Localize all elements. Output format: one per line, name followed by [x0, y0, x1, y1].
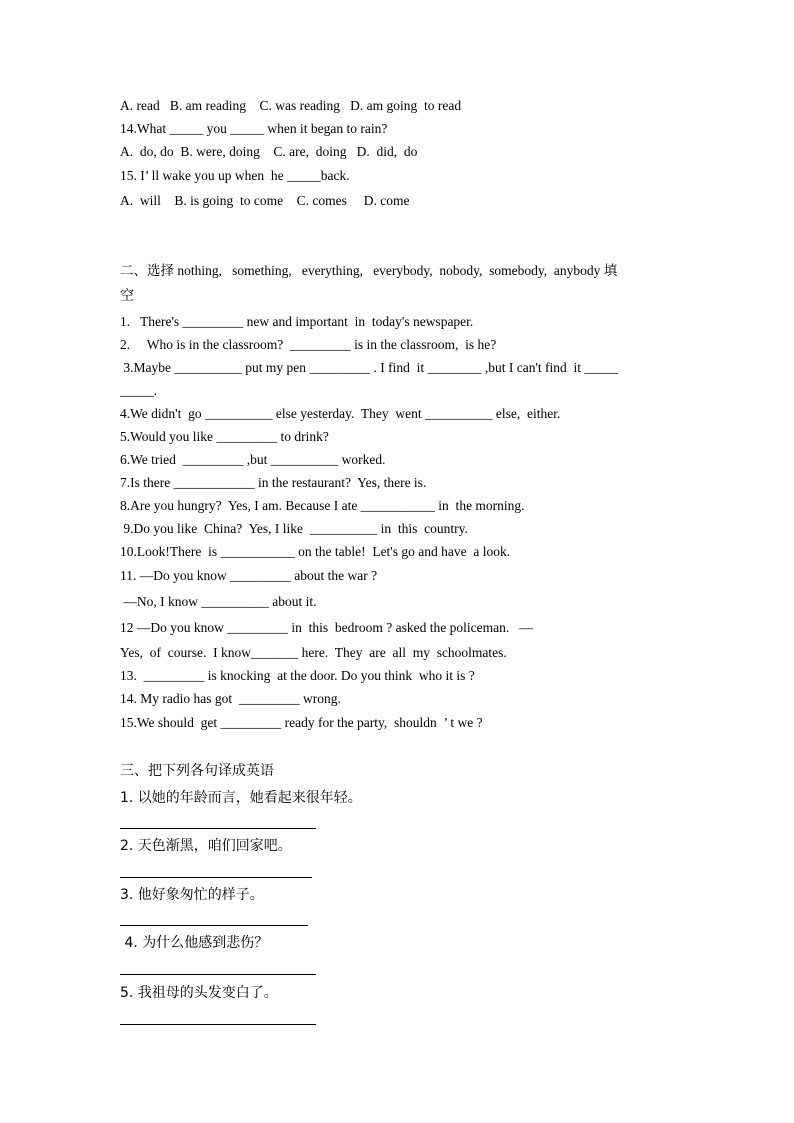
s2-q12-cont: Yes, of course. I know_______ here. They are all my schoolmates.: [120, 645, 507, 660]
s3-q3-answer-line: [120, 925, 308, 926]
s2-q2: 2. Who is in the classroom? _________ is in the classroom, is he?: [120, 337, 497, 352]
s3-q4: 4. 为什么他感到悲伤？: [120, 935, 269, 951]
s3-q4-answer-line: [120, 974, 316, 975]
s3-q5: 5. 我祖母的头发变白了。: [120, 985, 278, 1001]
q14-question: 14.What _____ you _____ when it began to rain?: [120, 121, 388, 136]
s2-q13: 13. _________ is knocking at the door. Do you think who it is ?: [120, 668, 475, 683]
q13-options: A. read B. am reading C. was reading D. am going to read: [120, 98, 462, 113]
s2-q6: 6.We tried _________ ,but __________ worked.: [120, 452, 386, 467]
s3-q3: 3. 他好象匆忙的样子。: [120, 887, 264, 903]
s3-q1: 1. 以她的年龄而言，她看起来很年轻。: [120, 790, 362, 806]
s2-q7: 7.Is there ____________ in the restaurant? Yes, there is.: [120, 475, 427, 490]
s2-q14: 14. My radio has got _________ wrong.: [120, 691, 341, 706]
s2-q11: 11. —Do you know _________ about the war ?: [120, 568, 378, 583]
s2-q5: 5.Would you like _________ to drink?: [120, 429, 329, 444]
section2-heading-cont: 空: [120, 288, 134, 304]
section2-heading: 二、选择 nothing, something, everything, everybody, nobody, somebody, anybody 填: [120, 263, 618, 278]
s2-q10: 10.Look!There is ___________ on the table! Let's go and have a look.: [120, 544, 511, 559]
s2-q3-cont: _____.: [120, 383, 158, 398]
s2-q9: 9.Do you like China? Yes, I like __________ in this country.: [120, 521, 468, 536]
s3-q2: 2. 天色渐黑，咱们回家吧。: [120, 838, 292, 854]
s2-q4: 4.We didn't go __________ else yesterday. They went __________ else, either.: [120, 406, 561, 421]
q14-options: A. do, do B. were, doing C. are, doing D. did, do: [120, 144, 418, 159]
q15-options: A. will B. is going to come C. comes D. come: [120, 193, 410, 208]
s3-q1-answer-line: [120, 828, 316, 829]
s2-q8: 8.Are you hungry? Yes, I am. Because I ate ___________ in the morning.: [120, 498, 525, 513]
s2-q3: 3.Maybe __________ put my pen _________ . I find it ________ ,but I can't find it _____: [120, 360, 619, 375]
s2-q1: 1. There's _________ new and important in today's newspaper.: [120, 314, 474, 329]
s3-q5-answer-line: [120, 1024, 316, 1025]
s2-q11-reply: —No, I know __________ about it.: [120, 594, 317, 609]
s2-q15: 15.We should get _________ ready for the party, shouldn ’ t we ?: [120, 715, 483, 730]
section3-heading: 三、把下列各句译成英语: [120, 763, 274, 779]
s3-q2-answer-line: [120, 877, 312, 878]
s2-q12: 12 —Do you know _________ in this bedroom ? asked the policeman. —: [120, 620, 533, 635]
q15-question: 15. I’ ll wake you up when he _____back.: [120, 168, 350, 183]
